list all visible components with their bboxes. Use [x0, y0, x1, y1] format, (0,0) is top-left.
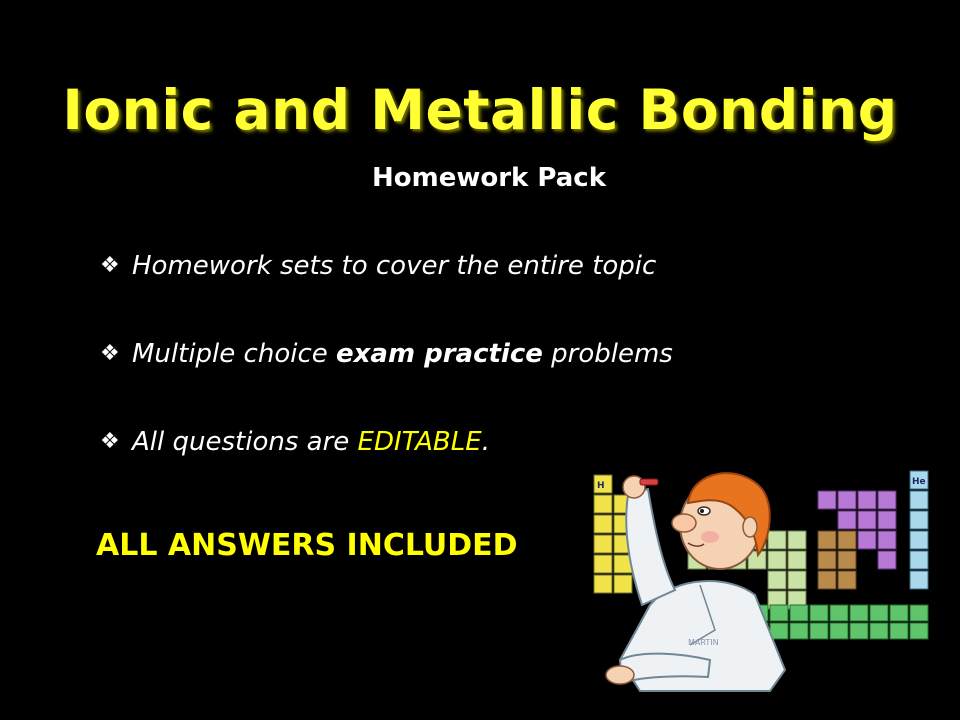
diamond-bullet-icon: ❖: [100, 429, 120, 454]
diamond-bullet-icon: ❖: [100, 341, 120, 366]
bullet-text-emphasis: exam practice: [336, 339, 543, 369]
bullet-text-end: problems: [542, 339, 673, 369]
answers-included-note: ALL ANSWERS INCLUDED: [96, 528, 518, 563]
element-h-label: H: [597, 481, 605, 491]
slide-title: Ionic and Metallic Bonding: [62, 78, 898, 142]
scientist-periodic-table-clipart: [580, 455, 940, 695]
bullet-item-homework-sets: [100, 244, 673, 332]
bullet-item-multiple-choice: [100, 332, 673, 420]
bullet-text-highlight: EDITABLE: [357, 427, 482, 457]
clipart-credit: MARTIN: [688, 638, 719, 647]
bullet-text: Homework sets to cover the entire topic: [132, 251, 657, 281]
diamond-bullet-icon: ❖: [100, 253, 120, 278]
bullet-text-end: .: [481, 427, 490, 457]
scientist-figure: [606, 473, 785, 691]
element-he-label: He: [912, 477, 926, 487]
bullet-text-start: All questions are: [132, 427, 358, 457]
bullet-text-start: Multiple choice: [132, 339, 337, 369]
slide-subtitle: Homework Pack: [372, 163, 606, 193]
